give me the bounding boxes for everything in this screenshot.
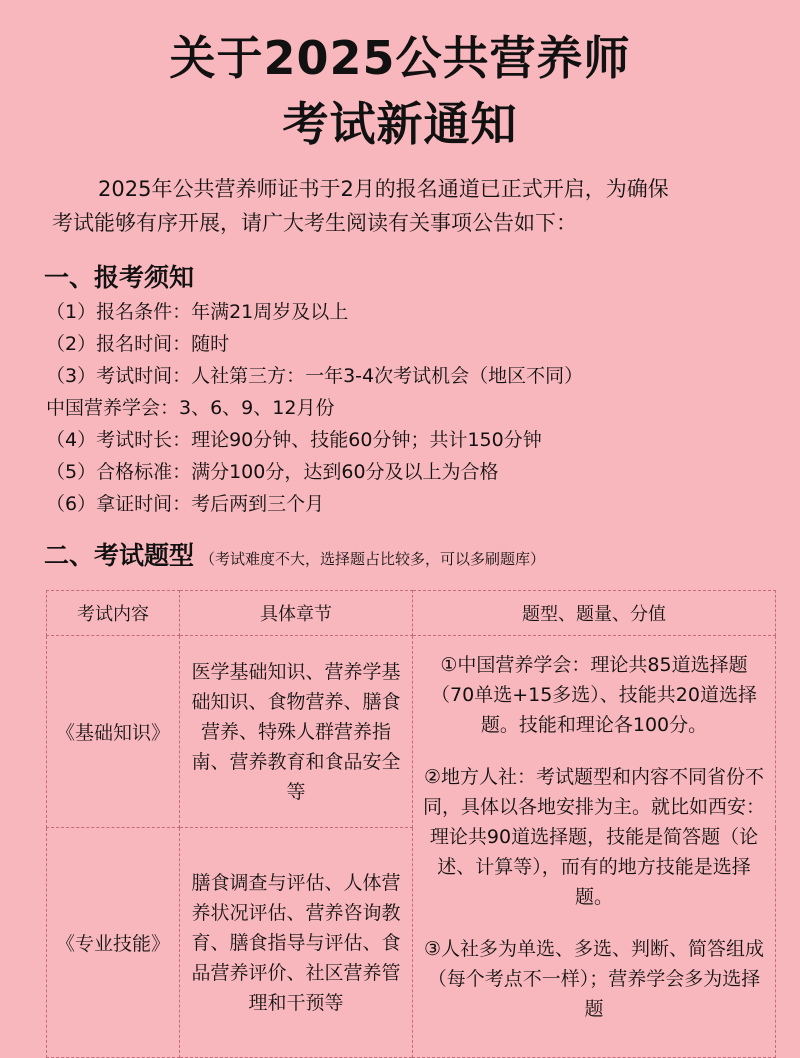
section2-heading-text: 二、考试题型 [44, 541, 195, 570]
requirement-item: （3）考试时间：人社第三方：一年3-4次考试机会（地区不同） [46, 365, 584, 387]
requirement-item: （2）报名时间：随时 [46, 333, 230, 355]
requirement-item: （4）考试时长：理论90分钟、技能60分钟；共计150分钟 [46, 429, 542, 451]
row-chapters-skill: 膳食调查与评估、人体营养状况评估、营养咨询教育、膳食指导与评估、食品营养评价、社区营养管理和干预等 [180, 828, 413, 1058]
requirement-item: 中国营养学会：3、6、9、12月份 [46, 397, 335, 419]
row-chapters-basic: 医学基础知识、营养学基础知识、食物营养、膳食营养、特殊人群营养指南、营养教育和食品安全等 [180, 636, 413, 828]
intro-line1: 2025年公共营养师证书于2月的报名通道已正式开启，为确保 [98, 177, 669, 201]
requirement-item: （5）合格标准：满分100分，达到60分及以上为合格 [46, 461, 499, 483]
detail-paragraph: ②地方人社：考试题型和内容不同省份不同，具体以各地安排为主。就比如西安：理论共90道选择题，技能是简答题（论述、计算等），而有的地方技能是选择题。 [422, 766, 765, 908]
header-details: 题型、题量、分值 [413, 591, 776, 636]
details-cell [413, 636, 776, 1058]
row-content-skill: 《专业技能》 [47, 828, 180, 1058]
section1-heading: 一、报考须知 [44, 263, 195, 292]
detail-paragraph: ①中国营养学会：理论共85道选择题（70单选+15多选）、技能共20道选择题。技能和理论各100分。 [431, 654, 757, 736]
row-content-basic: 《基础知识》 [47, 636, 180, 828]
table-row [47, 636, 776, 828]
detail-paragraph: ③人社多为单选、多选、判断、简答组成（每个考点不一样）；营养学会多为选择题 [423, 938, 765, 1020]
section2-heading [44, 536, 545, 572]
exam-format-table [46, 590, 776, 1058]
header-chapters: 具体章节 [180, 591, 413, 636]
header-content: 考试内容 [47, 591, 180, 636]
section2-note: （考试难度不大，选择题占比较多，可以多刷题库） [200, 550, 546, 568]
page-title-line2: 考试新通知 [282, 97, 518, 151]
page-title-line1: 关于2025公共营养师 [169, 31, 631, 85]
requirement-item: （1）报名条件：年满21周岁及以上 [46, 301, 349, 323]
requirement-item: （6）拿证时间：考后两到三个月 [46, 493, 325, 515]
intro-line2: 考试能够有序开展，请广大考生阅读有关事项公告如下： [52, 211, 577, 235]
table-header-row [47, 591, 776, 636]
